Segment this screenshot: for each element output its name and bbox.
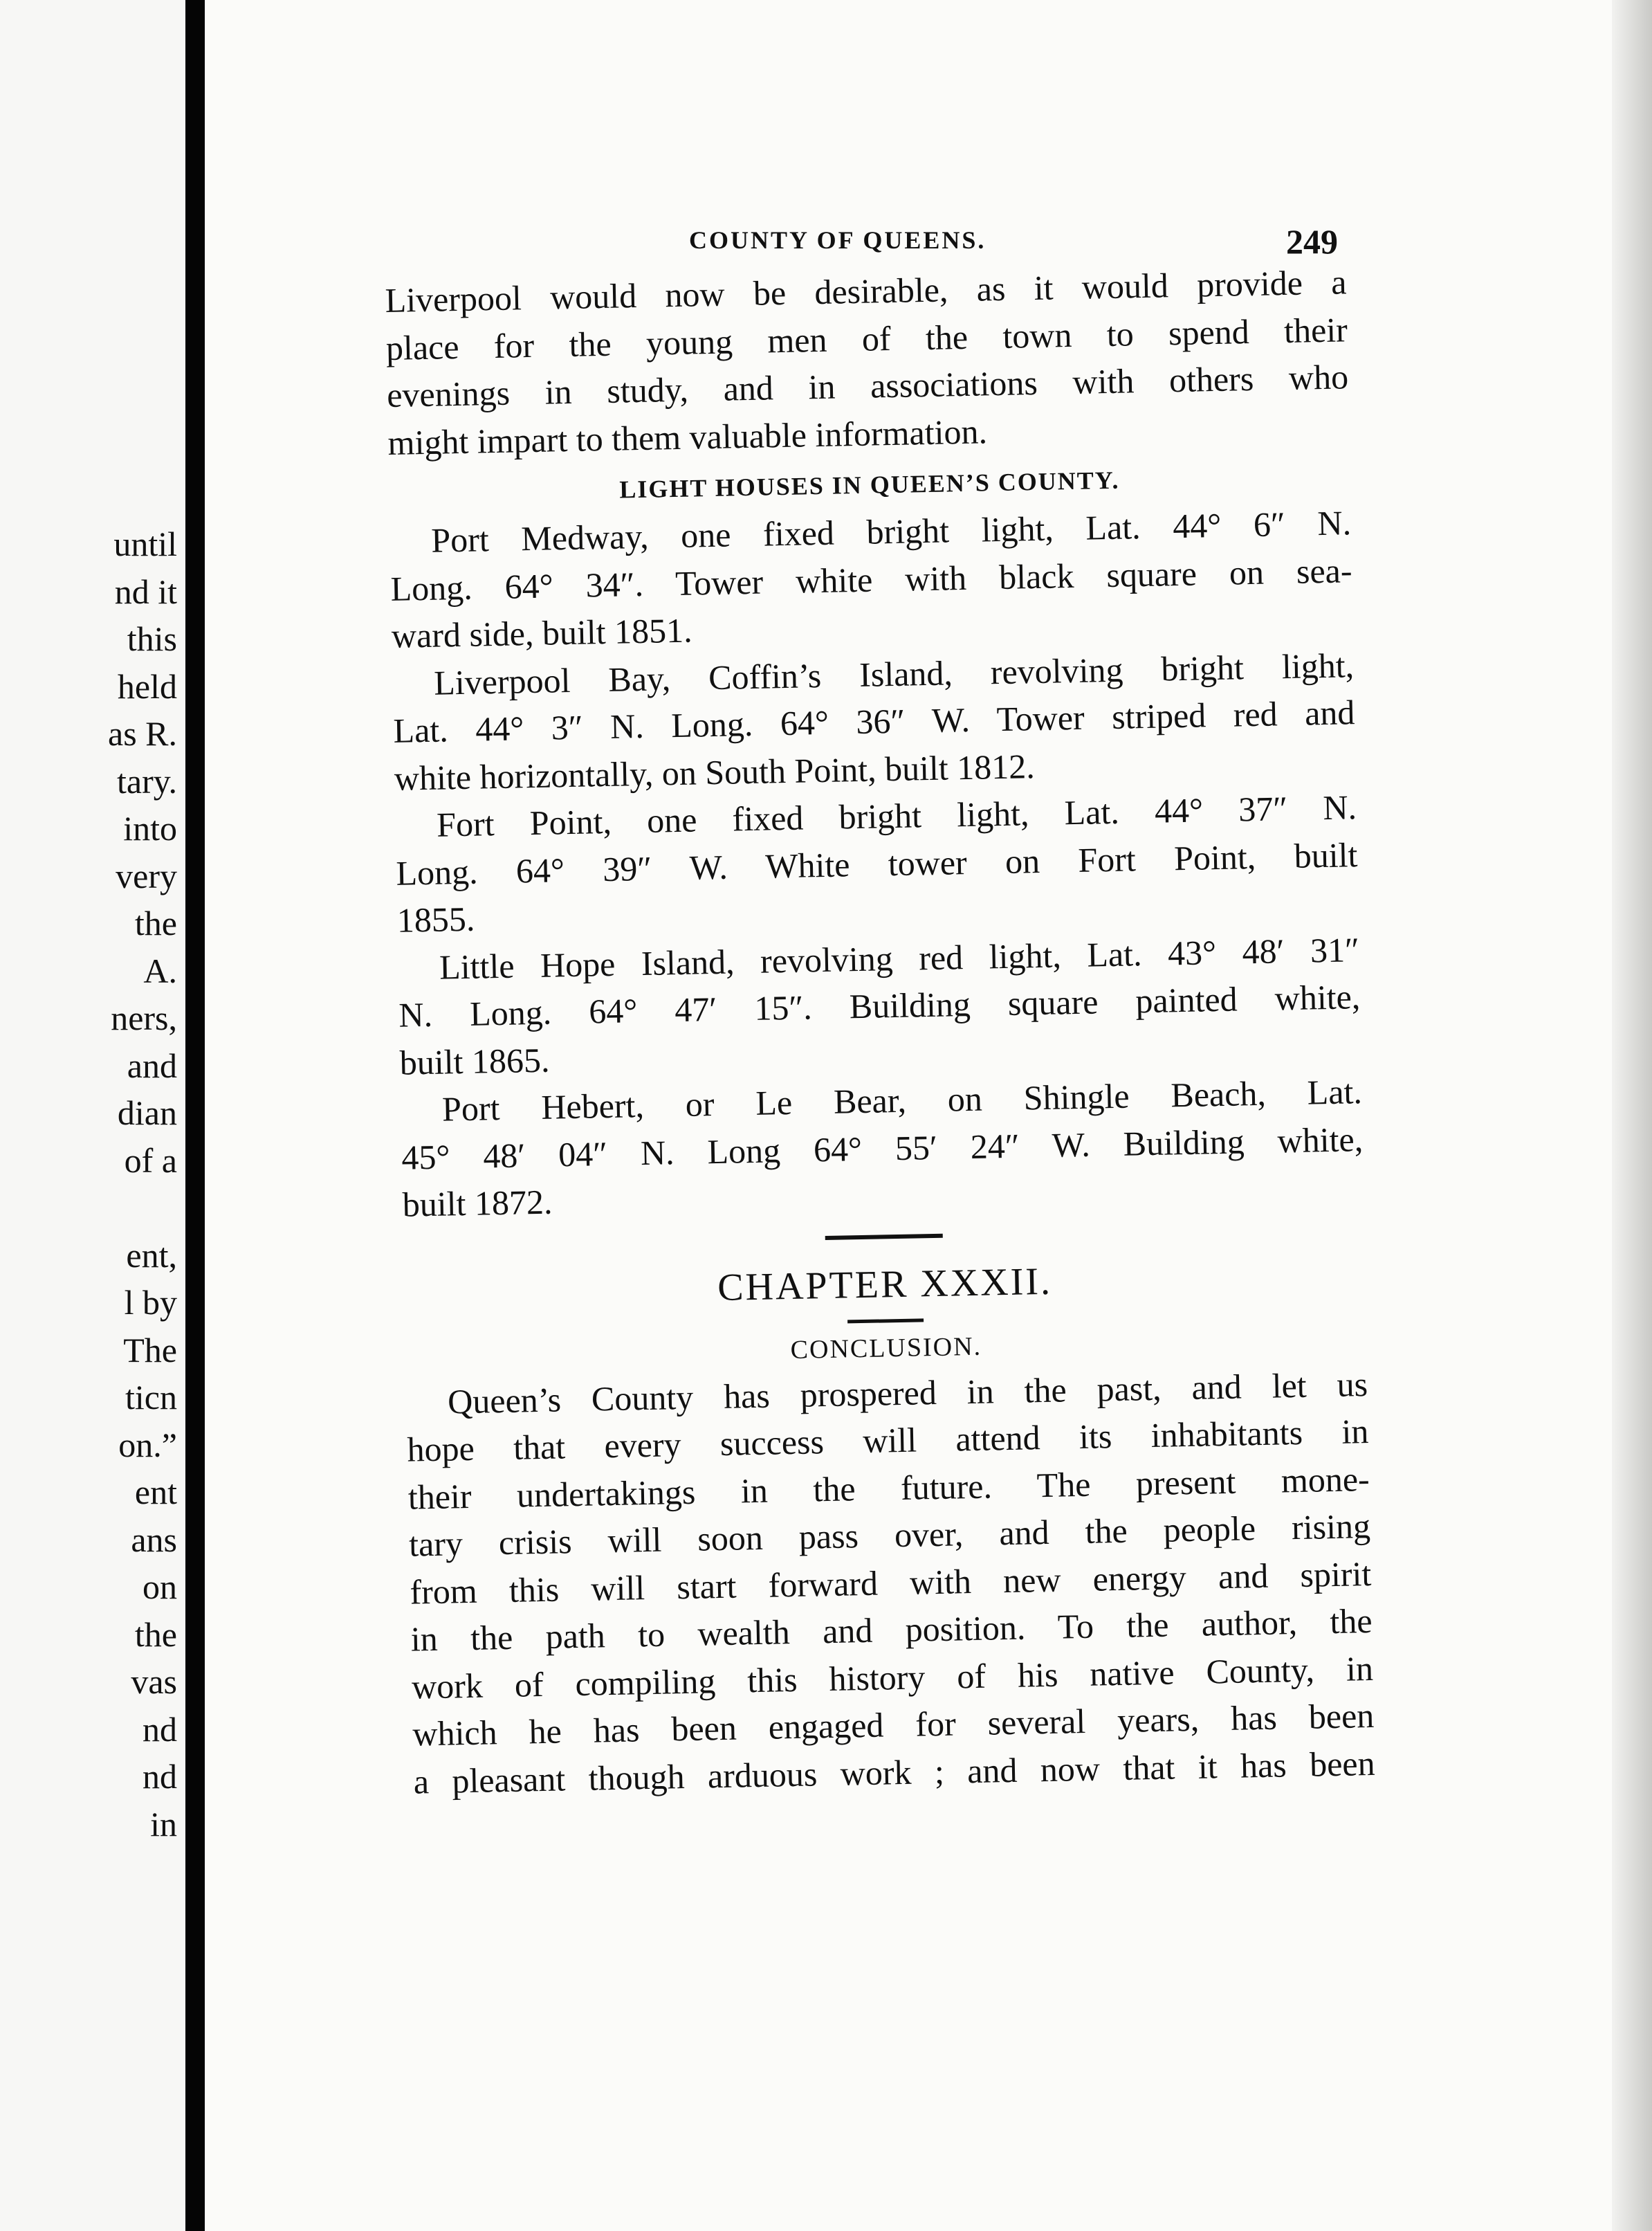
text-line: which he has been engaged for several years, has been — [412, 1695, 1375, 1754]
text-line: Liverpool Bay, Coffin’s Island, revolving bright light, — [433, 645, 1355, 702]
left-page-fragment: on — [143, 1567, 177, 1606]
text-line: Long. 64° 34″. Tower white with black square on sea- — [390, 550, 1352, 608]
left-page-fragment: dian — [117, 1093, 177, 1132]
text-line: ward side, built 1851. — [391, 610, 693, 655]
left-page-fragment: and — [127, 1046, 177, 1085]
left-page-fragment: A. — [143, 951, 177, 990]
left-page-fragment: ticn — [125, 1378, 177, 1417]
text-line: 45° 48′ 04″ N. Long 64° 55′ 24″ W. Building white, — [401, 1119, 1364, 1177]
left-page-fragment: on.” — [118, 1425, 177, 1464]
main-text — [385, 258, 1375, 1805]
text-line: Port Hebert, or Le Bear, on Shingle Beach, Lat. — [441, 1072, 1363, 1129]
text-line: evenings in study, and in associations with others who — [386, 357, 1349, 415]
lighthouse-entry — [398, 926, 1362, 1086]
text-line: built 1865. — [399, 1040, 550, 1082]
text-line: in the path to wealth and position. To the author, the — [410, 1601, 1373, 1659]
left-page-fragment: nd — [143, 1709, 177, 1749]
text-line: might impart to them valuable information. — [387, 411, 988, 462]
text-line: from this will start forward with new energy and spirit — [409, 1554, 1372, 1612]
left-page-fragment: ners, — [111, 999, 177, 1037]
text-line: 1855. — [396, 899, 475, 940]
book-gutter — [185, 0, 205, 2231]
chapter-rule — [825, 1233, 943, 1239]
left-page-text — [108, 520, 177, 1848]
page-number: 249 — [1286, 222, 1338, 261]
text-line: built 1872. — [402, 1182, 553, 1224]
left-page-fragment: ans — [131, 1520, 177, 1559]
left-page-fragment: nd — [143, 1757, 177, 1796]
left-page-fragment: very — [116, 856, 177, 895]
section-heading: LIGHT HOUSES IN QUEEN’S COUNTY. — [618, 466, 1120, 504]
left-page-fragment: as R. — [108, 714, 177, 753]
left-page-fragment: l by — [124, 1283, 177, 1322]
left-page-fragment: The — [123, 1330, 177, 1369]
left-page-fragment: held — [117, 666, 177, 706]
text-line: Lat. 44° 3″ N. Long. 64° 36″ W. Tower striped red and — [393, 693, 1355, 750]
left-page — [0, 0, 185, 2231]
text-line: hope that every success will attend its inhabitants in — [407, 1412, 1369, 1469]
lighthouse-entry — [400, 1068, 1364, 1228]
left-page-fragment: this — [127, 619, 177, 658]
text-line: their undertakings in the future. The present mone- — [407, 1459, 1370, 1517]
text-line: Queen’s County has prospered in the past, and let us — [447, 1364, 1368, 1421]
text-line: Port Medway, one fixed bright light, Lat. 44° 6″ N. — [430, 503, 1352, 560]
running-title: COUNTY OF QUEENS. — [689, 226, 986, 254]
left-page-fragment: ent — [134, 1473, 177, 1511]
left-page-fragment: until — [113, 525, 177, 563]
conclusion-paragraph — [406, 1360, 1376, 1805]
lighthouse-entry — [395, 783, 1359, 944]
text-line: work of compiling this history of his native County, in — [411, 1648, 1374, 1706]
text-line: N. Long. 64° 47′ 15″. Building square painted white, — [398, 977, 1361, 1035]
left-page-fragment: ent, — [126, 1235, 177, 1275]
chapter-title: CHAPTER XXXII. — [717, 1259, 1053, 1309]
text-line: white horizontally, on South Point, built 1812. — [394, 746, 1036, 798]
right-page — [205, 0, 1652, 2231]
lighthouse-entry — [392, 641, 1357, 802]
text-line: place for the young men of the town to spend their — [385, 309, 1348, 367]
left-page-fragment: tary. — [117, 761, 177, 801]
text-line: Little Hope Island, revolving red light, Lat. 43° 48′ 31″ — [439, 929, 1360, 987]
page-edge-shadow — [1612, 0, 1652, 2231]
left-page-fragment: the — [134, 904, 177, 943]
left-page-fragment: in — [150, 1804, 177, 1843]
text-line: Long. 64° 39″ W. White tower on Fort Point, built — [396, 835, 1358, 893]
left-page-fragment — [108, 1184, 177, 1232]
left-page-fragment: of a — [124, 1140, 177, 1180]
text-line: Liverpool would now be desirable, as it would provide a — [385, 262, 1347, 320]
text-line: a pleasant though arduous work ; and now that it has been — [413, 1743, 1376, 1801]
left-page-fragment: into — [123, 809, 177, 848]
left-page-fragment: nd it — [114, 572, 177, 611]
text-line: tary crisis will soon pass over, and the people rising — [408, 1506, 1371, 1564]
chapter-subtitle: CONCLUSION. — [790, 1331, 982, 1365]
text-line: Fort Point, one fixed bright light, Lat. 44° 37″ N. — [436, 787, 1357, 844]
chapter-subrule — [847, 1318, 924, 1323]
left-page-fragment: the — [134, 1614, 177, 1654]
lighthouse-entry — [389, 499, 1354, 659]
left-page-fragment: vas — [131, 1662, 177, 1701]
